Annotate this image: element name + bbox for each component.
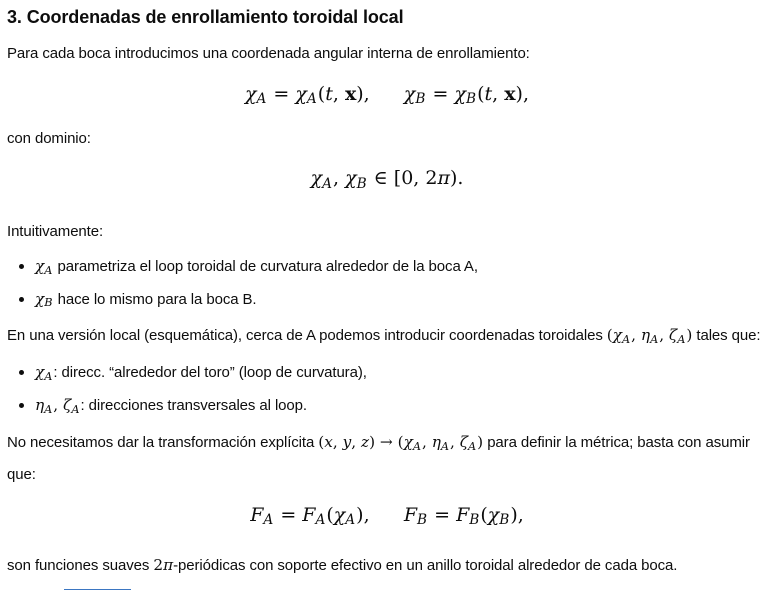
list-item-eta-zeta-direction	[7, 391, 767, 424]
closing-paragraph: son funciones suaves 2π-periódicas con soporte efectivo en un anillo toroidal alrededor de cada boca.	[7, 556, 678, 575]
intro-paragraph: Para cada boca introducimos una coordenada angular interna de enrollamiento:	[7, 45, 530, 62]
local-version-paragraph: En una versión local (esquemática), cerca de A podemos introducir coordenadas toroidales (χA, ηA, ζA) tales que:	[7, 326, 761, 347]
list-item-text: χA parametriza el loop toroidal de curvatura alrededor de la boca A,	[35, 256, 478, 277]
bullet-icon	[19, 297, 24, 302]
list-item-chi-direction	[7, 358, 767, 391]
section-title: 3. Coordenadas de enrollamiento toroidal local	[7, 7, 404, 27]
domain-label-paragraph: con dominio:	[7, 130, 91, 148]
list-item-text: χA: direcc. “alrededor del toro” (loop de curvatura),	[35, 363, 367, 384]
list-item-chi-a	[7, 252, 767, 285]
list-item-chi-b	[7, 285, 767, 318]
equation-chi-definitions: χA = χA(t, x), χB = χB(t, x),	[245, 83, 529, 108]
transformation-paragraph: No necesitamos dar la transformación explícita (x, y, z) → (χA, ηA, ζA) para definir la métrica; basta con asumir que:	[7, 432, 750, 483]
bullet-list-intuition	[7, 252, 767, 318]
equation-chi-domain: χA, χB ∈ [0, 2π).	[310, 167, 464, 192]
list-item-text: ηA, ζA: direcciones transversales al loop.	[35, 396, 307, 416]
document	[0, 5, 774, 590]
bullet-list-directions	[7, 358, 767, 424]
bullet-icon	[19, 403, 24, 408]
list-item-text: χB hace lo mismo para la boca B.	[35, 289, 257, 310]
bullet-icon	[19, 370, 24, 375]
equation-f-functions: FA = FA(χA), FB = FB(χB),	[250, 503, 524, 529]
intuition-label-paragraph: Intuitivamente:	[7, 222, 104, 240]
bullet-icon	[19, 264, 24, 269]
